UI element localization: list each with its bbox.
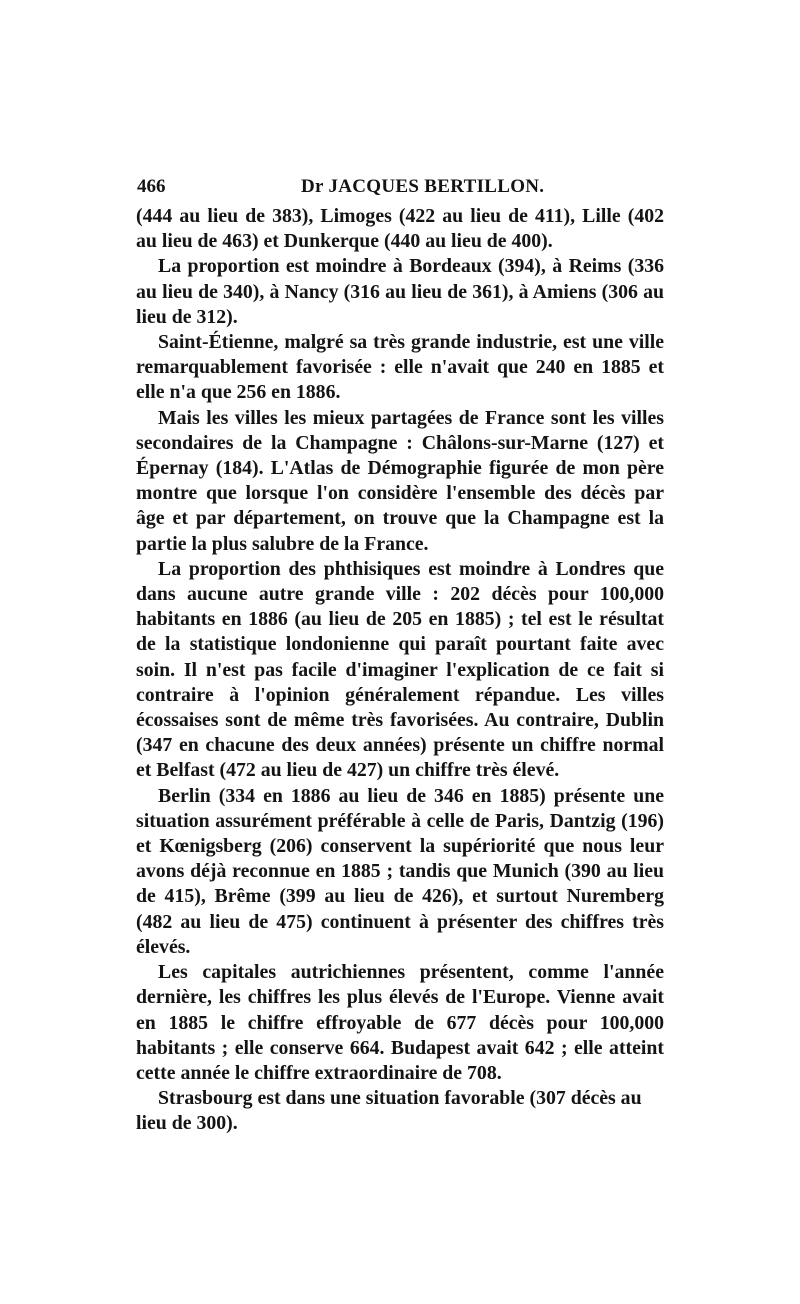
page-number: 466 [137, 176, 166, 197]
header-author: Dr JACQUES BERTILLON. [301, 176, 545, 197]
running-head [137, 176, 677, 202]
paragraph: Berlin (334 en 1886 au lieu de 346 en 1885) présente une situation assurément préférable à celle de Paris, Dantzig (196) et Kœnigsberg (206) conservent la supériorité que nous leur avons déjà reconnue en 1885 ; tandis que Munich (390 au lieu de 415), Brême (399 au lieu de 426), et surtout Nuremberg (482 au lieu de 475) continuent à présenter des chiffres très élevés. [136, 784, 664, 958]
paragraph: La proportion est moindre à Bordeaux (394), à Reims (336 au lieu de 340), à Nancy (316 au lieu de 361), à Amiens (306 au lieu de 312). [136, 255, 664, 328]
paragraph: La proportion des phthisiques est moindre à Londres que dans aucune autre grande ville : 202 décès pour 100,000 habitants en 1886 (au lieu de 205 en 1885) ; tel est le résultat de la statistique londonienne qui paraît pourtant faite avec soin. Il n'est pas facile d'imaginer l'explication de ce fait si contraire à l'opinion généralement répandue. Les villes écossaises sont de même très favorisées. Au contraire, Dublin (347 en chacune des deux années) présente un chiffre normal et Belfast (472 au lieu de 427) un chiffre très élevé. [136, 557, 664, 782]
paragraph: Strasbourg est dans une situation favorable (307 décès au lieu de 300). [136, 1087, 642, 1135]
paragraph: Mais les villes les mieux partagées de France sont les villes secondaires de la Champagne : Châlons-sur-Marne (127) et Épernay (184). L'Atlas de Démographie figurée de mon père montre que lorsque l'on considère l'ensemble des décès par âge et par département, on trouve que la Champagne est la partie la plus salubre de la France. [136, 406, 664, 555]
body-text [136, 204, 664, 1137]
paragraph: Saint-Étienne, malgré sa très grande industrie, est une ville remarquablement favorisée : elle n'avait que 240 en 1885 et elle n'a que 256 en 1886. [136, 331, 664, 404]
paragraph: (444 au lieu de 383), Limoges (422 au lieu de 411), Lille (402 au lieu de 463) et Dunkerque (440 au lieu de 400). [136, 205, 664, 253]
paragraph: Les capitales autrichiennes présentent, comme l'année dernière, les chiffres les plus élevés de l'Europe. Vienne avait en 1885 le chiffre effroyable de 677 décès pour 100,000 habitants ; elle conserve 664. Budapest avait 642 ; elle atteint cette année le chiffre extraordinaire de 708. [136, 961, 664, 1084]
